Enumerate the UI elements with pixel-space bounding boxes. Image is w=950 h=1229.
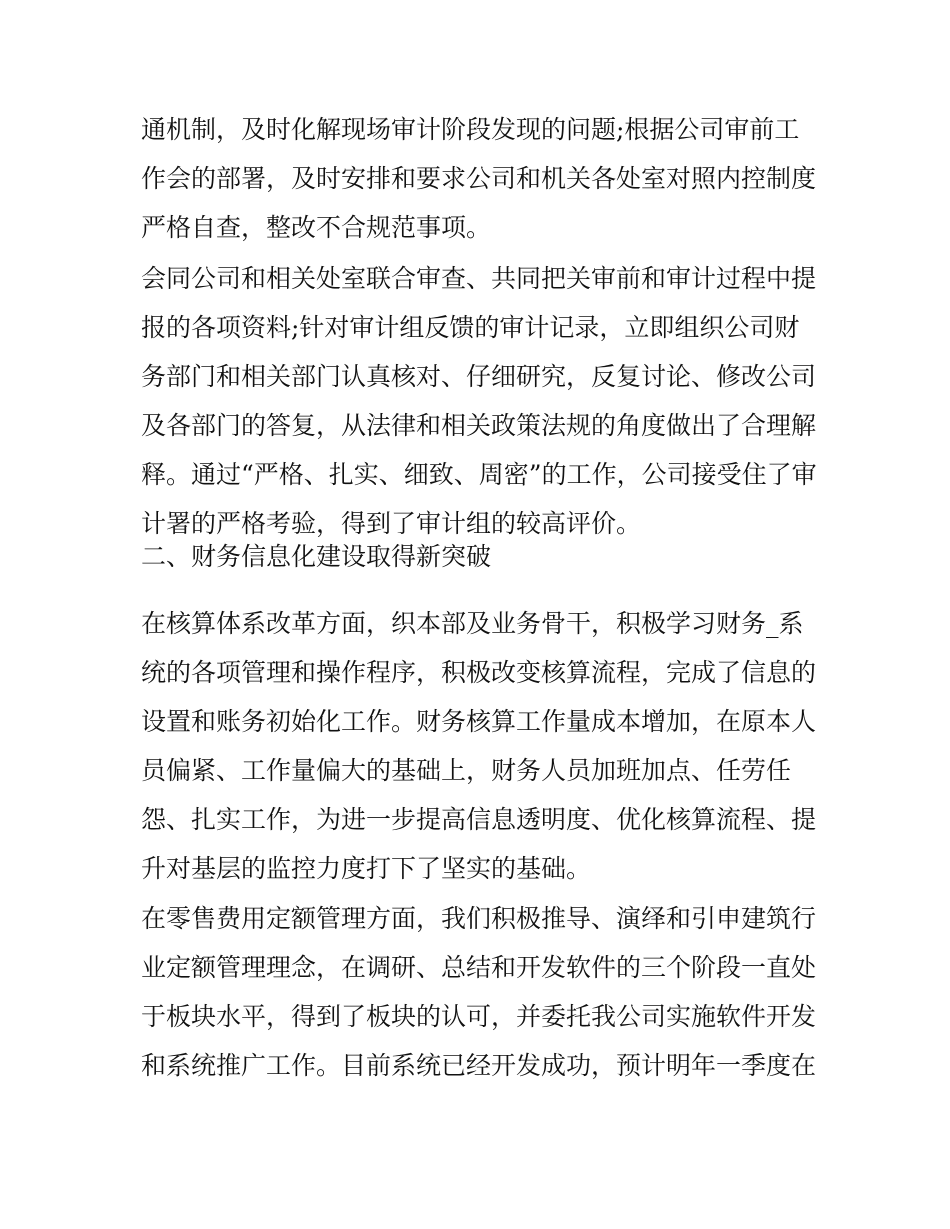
- section-heading: 二、财务信息化建设取得新突破: [141, 542, 492, 571]
- text-line-9: 计署的严格考验，得到了审计组的较高评价。: [141, 509, 642, 538]
- text-line-7: 及各部门的答复，从法律和相关政策法规的角度做出了合理解: [141, 411, 817, 440]
- text-line-20: 和系统推广工作。目前系统已经开发成功，预计明年一季度在: [141, 1051, 817, 1080]
- text-line-8: 释。通过“严格、扎实、细致、周密”的工作，公司接受住了审: [141, 460, 817, 489]
- text-line-6: 务部门和相关部门认真核对、仔细研究，反复讨论、修改公司: [141, 362, 817, 391]
- text-line-1: 通机制，及时化解现场审计阶段发现的问题;根据公司审前工: [141, 115, 800, 144]
- text-line-11: 在核算体系改革方面，织本部及业务骨干，积极学习财务_系: [141, 609, 804, 638]
- text-line-12: 统的各项管理和操作程序，积极改变核算流程，完成了信息的: [141, 658, 817, 687]
- text-line-19: 于板块水平，得到了板块的认可，并委托我公司实施软件开发: [141, 1002, 817, 1031]
- text-line-4: 会同公司和相关处室联合审查、共同把关审前和审计过程中提: [141, 264, 817, 293]
- text-line-16: 升对基层的监控力度打下了坚实的基础。: [141, 854, 592, 883]
- text-line-18: 业定额管理理念，在调研、总结和开发软件的三个阶段一直处: [141, 953, 817, 982]
- text-line-3: 严格自查，整改不合规范事项。: [141, 213, 492, 242]
- text-line-13: 设置和账务初始化工作。财务核算工作量成本增加，在原本人: [141, 707, 817, 736]
- text-line-14: 员偏紧、工作量偏大的基础上，财务人员加班加点、任劳任: [141, 756, 792, 785]
- text-line-15: 怨、扎实工作，为进一步提高信息透明度、优化核算流程、提: [141, 805, 817, 834]
- text-line-5: 报的各项资料;针对审计组反馈的审计记录，立即组织公司财: [141, 313, 800, 342]
- text-line-17: 在零售费用定额管理方面，我们积极推导、演绎和引申建筑行: [141, 904, 817, 933]
- text-line-2: 作会的部署，及时安排和要求公司和机关各处室对照内控制度: [141, 164, 817, 193]
